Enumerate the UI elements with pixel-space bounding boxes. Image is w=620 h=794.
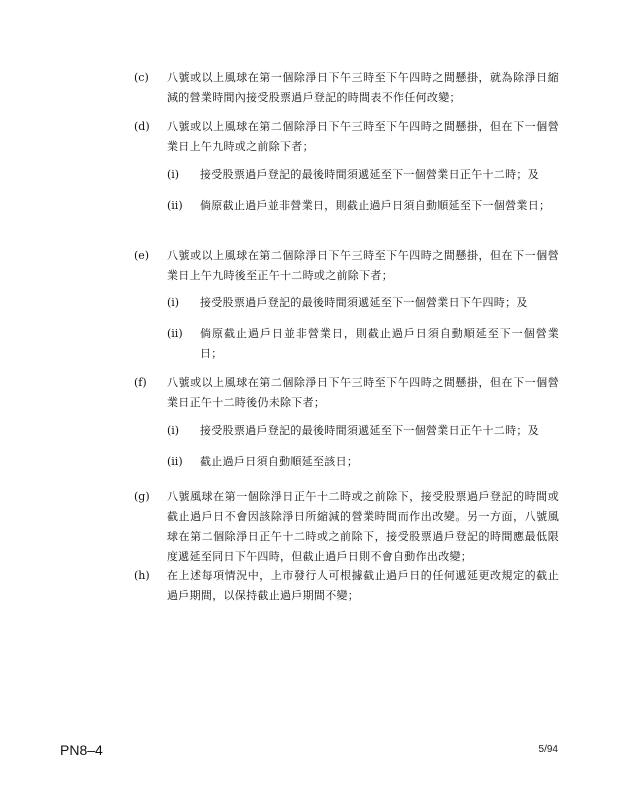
clause-text: 八號或以上風球在第二個除淨日下午三時至下午四時之間懸掛，但在下一個營業日上午九時後至正午十二時或之前除下者； bbox=[167, 249, 559, 282]
subclause-marker: (i) bbox=[167, 168, 180, 181]
subclause-text: 倘原截止過戶日並非營業日，則截止過戶日須自動順延至下一個營業日； bbox=[200, 327, 559, 360]
subclause-text: 倘原截止過戶並非營業日，則截止過戶日須自動順延至下一個營業日； bbox=[200, 199, 551, 212]
subclause-marker: (ii) bbox=[167, 327, 183, 340]
clause-text: 在上述每項情況中，上市發行人可根據截止過戶日的任何遞延更改規定的截止過戶期間，以保持截止過戶期間不變； bbox=[167, 569, 559, 602]
subclause-marker: (i) bbox=[167, 424, 180, 437]
clause-marker: (d) bbox=[134, 120, 150, 133]
subclause-text: 接受股票過戶登記的最後時間須遞延至下一個營業日下午四時；及 bbox=[200, 296, 528, 309]
subclause-text: 接受股票過戶登記的最後時間須遞延至下一個營業日正午十二時；及 bbox=[200, 424, 539, 437]
clause-marker: (g) bbox=[134, 490, 150, 503]
clause-text: 八號或以上風球在第二個除淨日下午三時至下午四時之間懸掛，但在下一個營業日上午九時或之前除下者； bbox=[167, 120, 559, 153]
clause-marker: (f) bbox=[134, 376, 147, 389]
clause-marker: (c) bbox=[134, 71, 149, 84]
clause-text: 八號或以上風球在第二個除淨日下午三時至下午四時之間懸掛，但在下一個營業日正午十二時後仍未除下者； bbox=[167, 376, 559, 409]
subclause-marker: (i) bbox=[167, 296, 180, 309]
subclause-marker: (ii) bbox=[167, 199, 183, 212]
clause-marker: (e) bbox=[134, 249, 150, 262]
clause-marker: (h) bbox=[134, 569, 150, 582]
clause-text: 八號或以上風球在第一個除淨日下午三時至下午四時之間懸掛，就為除淨日縮減的營業時間內接受股票過戶登記的時間表不作任何改變； bbox=[167, 71, 559, 104]
subclause-text: 截止過戶日須自動順延至該日； bbox=[200, 455, 359, 468]
clause-text: 八號風球在第一個除淨日正午十二時或之前除下，接受股票過戶登記的時間或截止過戶日不會因該除淨日所縮減的營業時間而作出改變。另一方面，八號風球在第二個除淨日正午十二時或之前除下，接受股票過戶登記的時間應最低限度遞延至同日下午四時，但截止過戶日則不會自動作出改變； bbox=[167, 490, 559, 563]
page-number: 5/94 bbox=[538, 744, 558, 755]
subclause-text: 接受股票過戶登記的最後時間須遞延至下一個營業日正午十二時；及 bbox=[200, 168, 539, 181]
subclause-marker: (ii) bbox=[167, 455, 183, 468]
document-code: PN8–4 bbox=[60, 742, 103, 758]
